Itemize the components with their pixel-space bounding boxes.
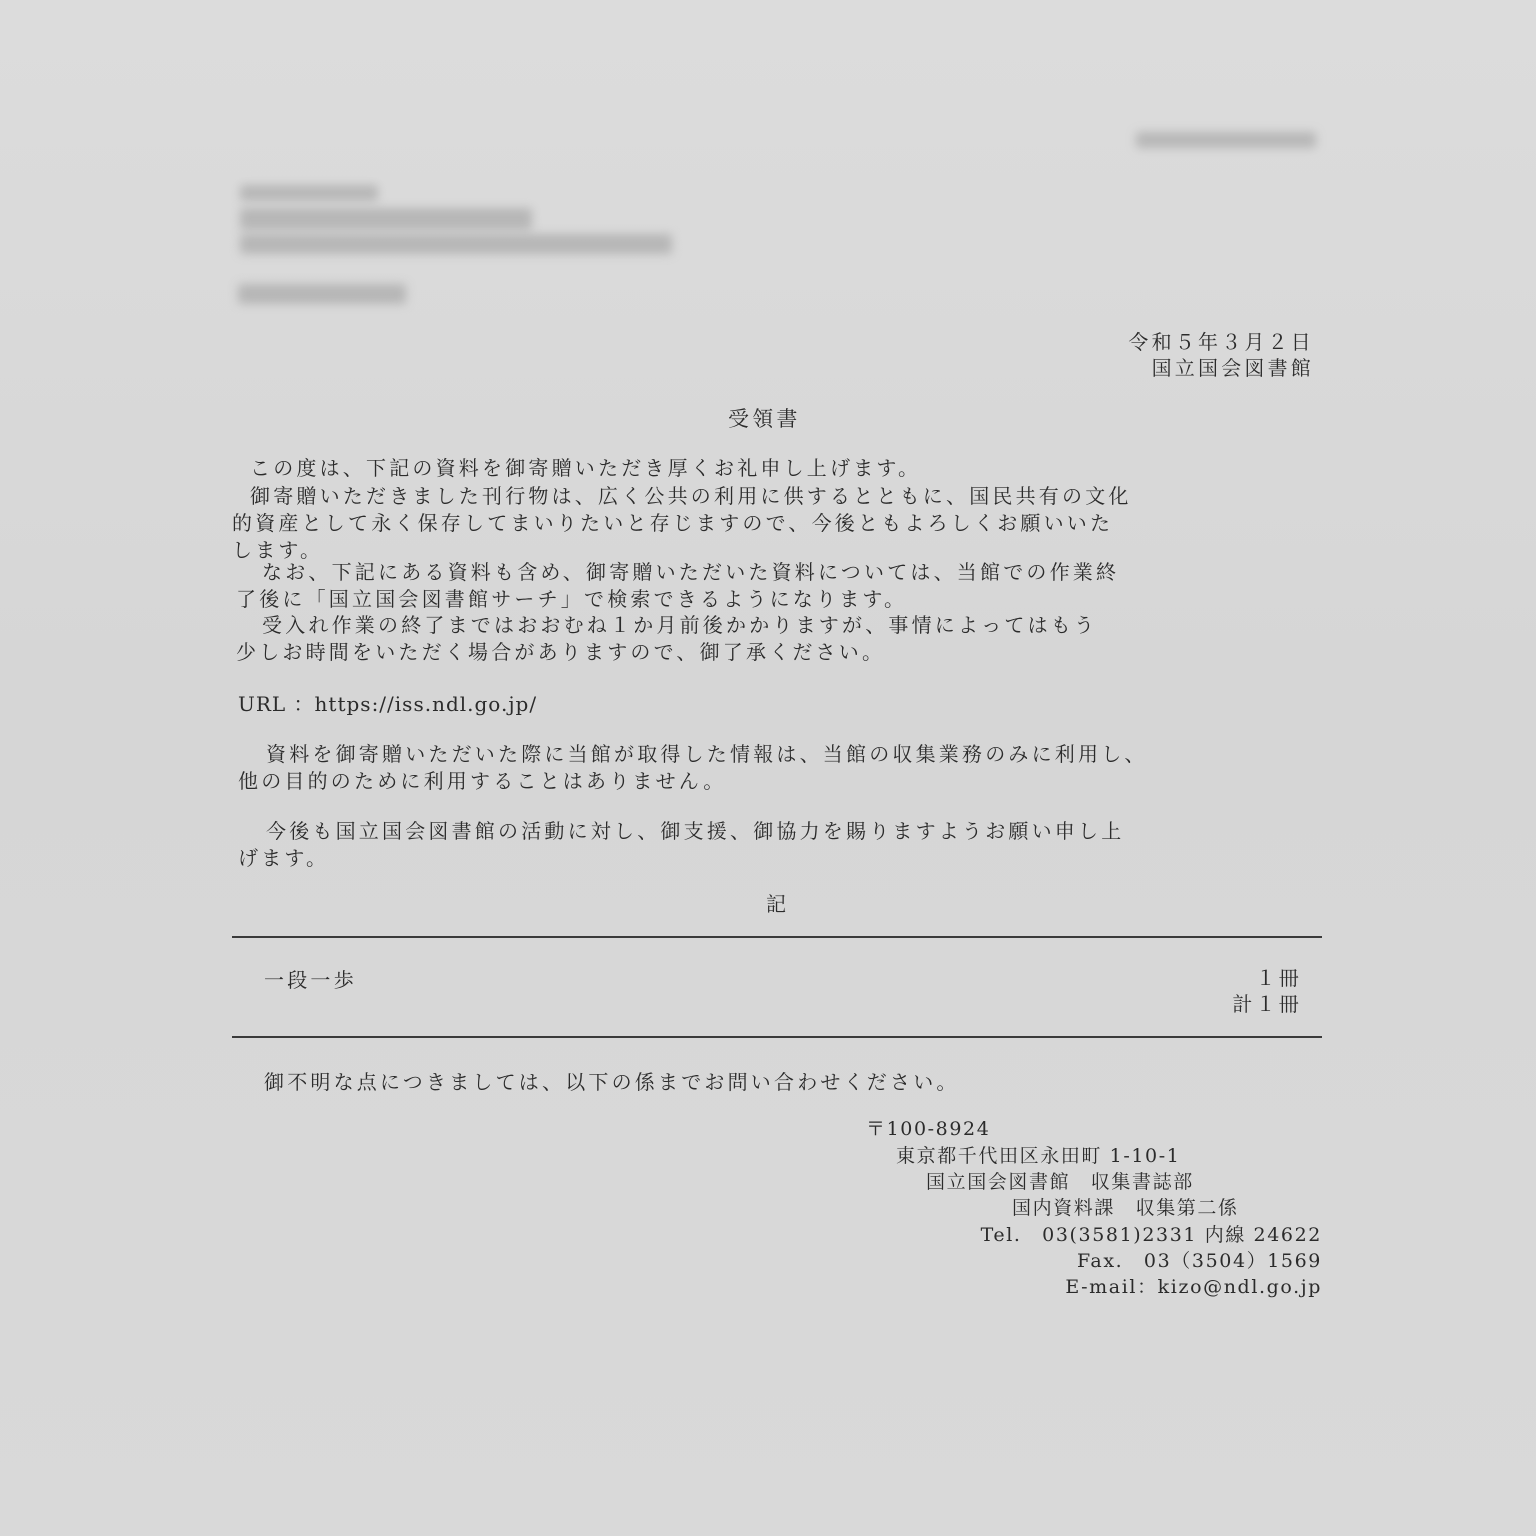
body-line: この度は、下記の資料を御寄贈いただき厚くお礼申し上げます。 [250,456,922,480]
closing-line: げます。 [238,846,330,870]
body-line: 了後に「国立国会図書館サーチ」で検索できるようになります。 [236,587,908,611]
privacy-line: 資料を御寄贈いただいた際に当館が取得した情報は、当館の収集業務のみに利用し、 [266,742,1148,766]
redacted-recipient-line-3 [240,234,672,254]
body-line: 受入れ作業の終了まではおおむね１か月前後かかりますが、事情によってはもう [262,613,1098,637]
body-line: します。 [232,538,324,562]
organization-name: 国立国会図書館 収集書誌部 [926,1171,1194,1193]
search-url: URL ：https://iss.ndl.go.jp/ [238,692,538,716]
body-line: なお、下記にある資料も含め、御寄贈いただいた資料については、当館での作業終 [262,560,1120,584]
inquiry-text: 御不明な点につきましては、以下の係までお問い合わせください。 [264,1070,960,1094]
item-count: １冊 [1255,966,1302,990]
redacted-recipient-line-2 [240,208,532,230]
redacted-reference-number [1136,132,1316,148]
email-address: E-mail：kizo@ndl.go.jp [1065,1276,1322,1298]
street-address: 東京都千代田区永田町 1-10-1 [896,1145,1181,1167]
item-title: 一段一歩 [264,968,357,992]
body-line: 御寄贈いただきました刊行物は、広く公共の利用に供するとともに、国民共有の文化 [250,484,1132,508]
privacy-line: 他の目的のために利用することはありません。 [238,769,727,793]
redacted-recipient-name [238,284,406,304]
body-line: 少しお時間をいただく場合がありますので、御了承ください。 [236,640,886,664]
divider-bottom [232,1036,1322,1038]
postal-code: 〒100-8924 [866,1118,991,1140]
item-total: 計１冊 [1232,992,1302,1016]
document-title: 受領書 [728,407,801,431]
divider-top [232,936,1322,938]
fax: Fax. 03（3504）1569 [1076,1250,1322,1272]
sender-name: 国立国会図書館 [1151,356,1314,380]
division-name: 国内資料課 収集第二係 [1012,1197,1239,1219]
record-heading: 記 [766,892,790,916]
telephone: Tel. 03(3581)2331 内線 24622 [980,1224,1322,1246]
redacted-recipient-line-1 [240,185,378,201]
letter-date: 令和５年３月２日 [1128,330,1314,354]
body-line: 的資産として永く保存してまいりたいと存じますので、今後ともよろしくお願いいた [232,511,1114,535]
closing-line: 今後も国立国会図書館の活動に対し、御支援、御協力を賜りますようお願い申し上 [266,819,1125,843]
